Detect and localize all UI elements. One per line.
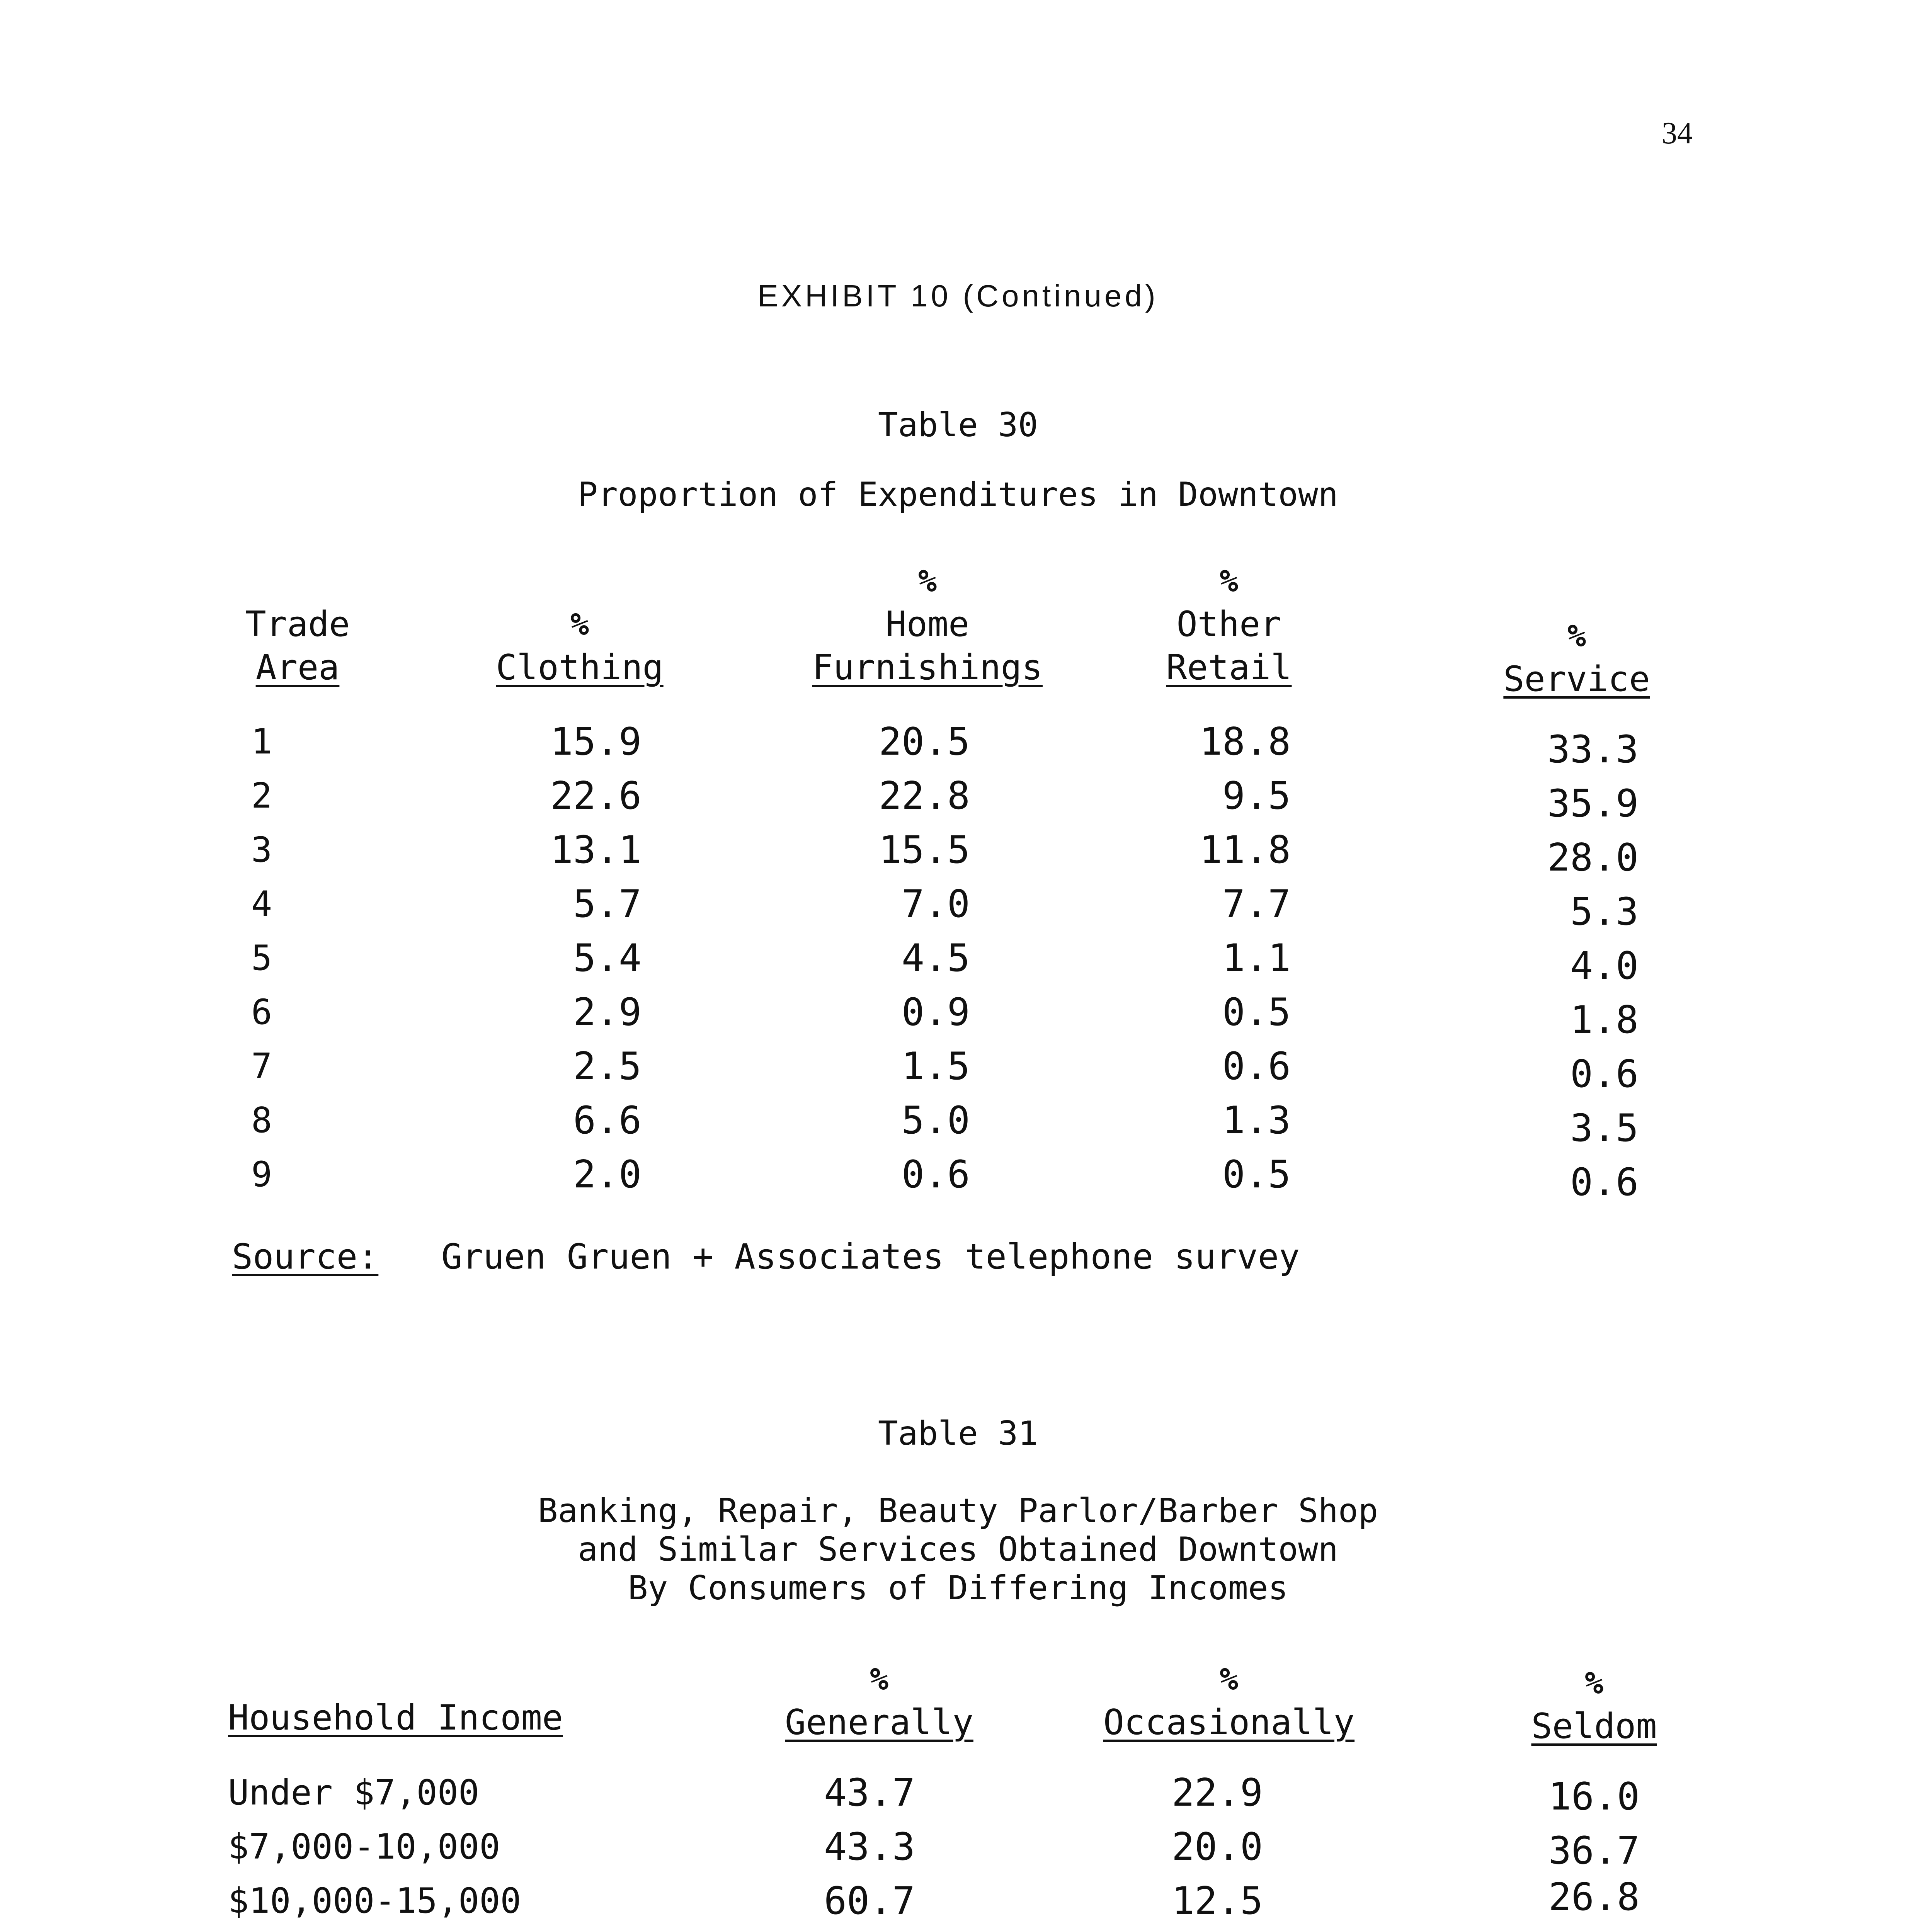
- table-row: [0, 1094, 1916, 1148]
- trade-area-cell: 6: [251, 992, 272, 1032]
- source-label: Source:: [232, 1236, 379, 1277]
- other-retail-cell: 9.5: [1222, 774, 1291, 818]
- occasionally-cell: 20.0: [1171, 1825, 1263, 1869]
- percent-symbol: %: [1584, 1665, 1604, 1701]
- home-furnishings-cell: 1.5: [901, 1044, 970, 1088]
- clothing-cell: 2.0: [573, 1153, 642, 1197]
- income-cell: [228, 1928, 479, 1932]
- trade-area-cell: 4: [251, 884, 272, 924]
- clothing-cell: 2.5: [573, 1044, 642, 1088]
- page-number: 34: [1662, 116, 1693, 150]
- table-row: [0, 769, 1916, 826]
- clothing-cell: 5.4: [573, 936, 642, 980]
- other-retail-cell: 0.6: [1222, 1044, 1291, 1088]
- home-furnishings-cell: 20.5: [878, 720, 970, 764]
- home-furnishings-cell: 7.0: [901, 882, 970, 926]
- table-30-source: [232, 1236, 1300, 1277]
- table-row: [0, 823, 1916, 880]
- source-text: Gruen Gruen + Associates telephone survey: [441, 1236, 1300, 1277]
- trade-area-cell: 3: [251, 830, 272, 870]
- seldom-cell: 16.0: [1548, 1775, 1640, 1819]
- trade-area-cell: 9: [251, 1154, 272, 1195]
- service-cell: 1.8: [1570, 998, 1639, 1042]
- table-row: [0, 1766, 1916, 1820]
- occasionally-cell: [1121, 1928, 1314, 1932]
- seldom-cell: 36.7: [1548, 1829, 1640, 1873]
- income-cell: Under $7,000: [228, 1772, 480, 1813]
- other-retail-cell: 1.3: [1222, 1099, 1291, 1143]
- service-cell: 33.3: [1547, 728, 1639, 772]
- home-furnishings-cell: 0.6: [901, 1153, 970, 1197]
- seldom-cell: 26.8: [1548, 1875, 1640, 1919]
- generally-cell: 43.3: [824, 1825, 915, 1869]
- percent-symbol: %: [918, 563, 937, 599]
- other-retail-cell: 11.8: [1199, 828, 1291, 872]
- clothing-cell: 15.9: [550, 720, 642, 764]
- service-cell: 3.5: [1570, 1106, 1639, 1150]
- service-cell: 0.6: [1570, 1052, 1639, 1096]
- clothing-cell: 13.1: [550, 828, 642, 872]
- table-row: [0, 1039, 1916, 1094]
- table-row: [0, 985, 1916, 1042]
- percent-symbol: %: [870, 1661, 889, 1697]
- home-furnishings-cell: 22.8: [878, 774, 970, 818]
- table-31-subtitle: [0, 1492, 1916, 1607]
- clothing-cell: 2.9: [573, 990, 642, 1034]
- subtitle-line: By Consumers of Differing Incomes: [628, 1569, 1288, 1607]
- home-furnishings-cell: 0.9: [901, 990, 970, 1034]
- clothing-cell: 6.6: [573, 1099, 642, 1143]
- percent-symbol: %: [1219, 563, 1239, 599]
- header-home-furnishings: % Home Furnishings: [773, 560, 1082, 689]
- service-cell: 4.0: [1570, 944, 1639, 988]
- service-cell: 35.9: [1547, 782, 1639, 826]
- header-occasionally: % Occasionally: [1074, 1658, 1383, 1744]
- percent-symbol: %: [1219, 1661, 1239, 1697]
- subtitle-line: Banking, Repair, Beauty Parlor/Barber Shop: [538, 1492, 1378, 1530]
- exhibit-heading: EXHIBIT 10 (Continued): [757, 279, 1159, 313]
- header-generally: % Generally: [754, 1658, 1005, 1744]
- header-household-income: Household Income: [228, 1697, 563, 1738]
- service-cell: 28.0: [1547, 836, 1639, 880]
- trade-area-cell: 1: [251, 721, 272, 762]
- table-row: [0, 1820, 1916, 1874]
- home-furnishings-cell: 4.5: [901, 936, 970, 980]
- service-cell: 0.6: [1570, 1160, 1639, 1204]
- other-retail-cell: 7.7: [1222, 882, 1291, 926]
- table-row: [0, 715, 1916, 772]
- percent-symbol: %: [1567, 618, 1586, 654]
- header-other-retail: % Other Retail: [1121, 560, 1337, 689]
- other-retail-cell: 1.1: [1222, 936, 1291, 980]
- trade-area-cell: 5: [251, 938, 272, 978]
- header-trade-area: Trade Area: [245, 604, 350, 688]
- table-row: [0, 877, 1916, 934]
- table-row: [0, 1928, 1916, 1932]
- occasionally-cell: 12.5: [1171, 1879, 1263, 1923]
- subtitle-line: and Similar Services Obtained Downtown: [578, 1530, 1338, 1569]
- header-service: % Service: [1468, 614, 1685, 701]
- table-row: [0, 931, 1916, 988]
- clothing-cell: 5.7: [573, 882, 642, 926]
- header-seldom: % Seldom: [1507, 1662, 1681, 1748]
- other-retail-cell: 18.8: [1199, 720, 1291, 764]
- percent-symbol: %: [570, 606, 589, 642]
- other-retail-cell: 0.5: [1222, 990, 1291, 1034]
- trade-area-cell: 8: [251, 1100, 272, 1141]
- income-cell: $10,000-15,000: [228, 1881, 521, 1921]
- generally-cell: 43.7: [824, 1771, 915, 1815]
- occasionally-cell: 22.9: [1171, 1771, 1263, 1815]
- table-row: [0, 1874, 1916, 1928]
- income-cell: $7,000-10,000: [228, 1827, 500, 1867]
- header-clothing: % Clothing: [464, 603, 696, 689]
- other-retail-cell: 0.5: [1222, 1153, 1291, 1197]
- table-30-title: Table 30: [878, 406, 1038, 444]
- table-30-subtitle: Proportion of Expenditures in Downtown: [578, 475, 1338, 514]
- table-row: [0, 1148, 1916, 1202]
- trade-area-cell: 7: [251, 1046, 272, 1087]
- home-furnishings-cell: 15.5: [878, 828, 970, 872]
- table-31-title: Table 31: [878, 1414, 1038, 1453]
- generally-cell: [773, 1928, 966, 1932]
- generally-cell: 60.7: [824, 1879, 915, 1923]
- trade-area-cell: 2: [251, 776, 272, 816]
- home-furnishings-cell: 5.0: [901, 1099, 970, 1143]
- service-cell: 5.3: [1570, 890, 1639, 934]
- clothing-cell: 22.6: [550, 774, 642, 818]
